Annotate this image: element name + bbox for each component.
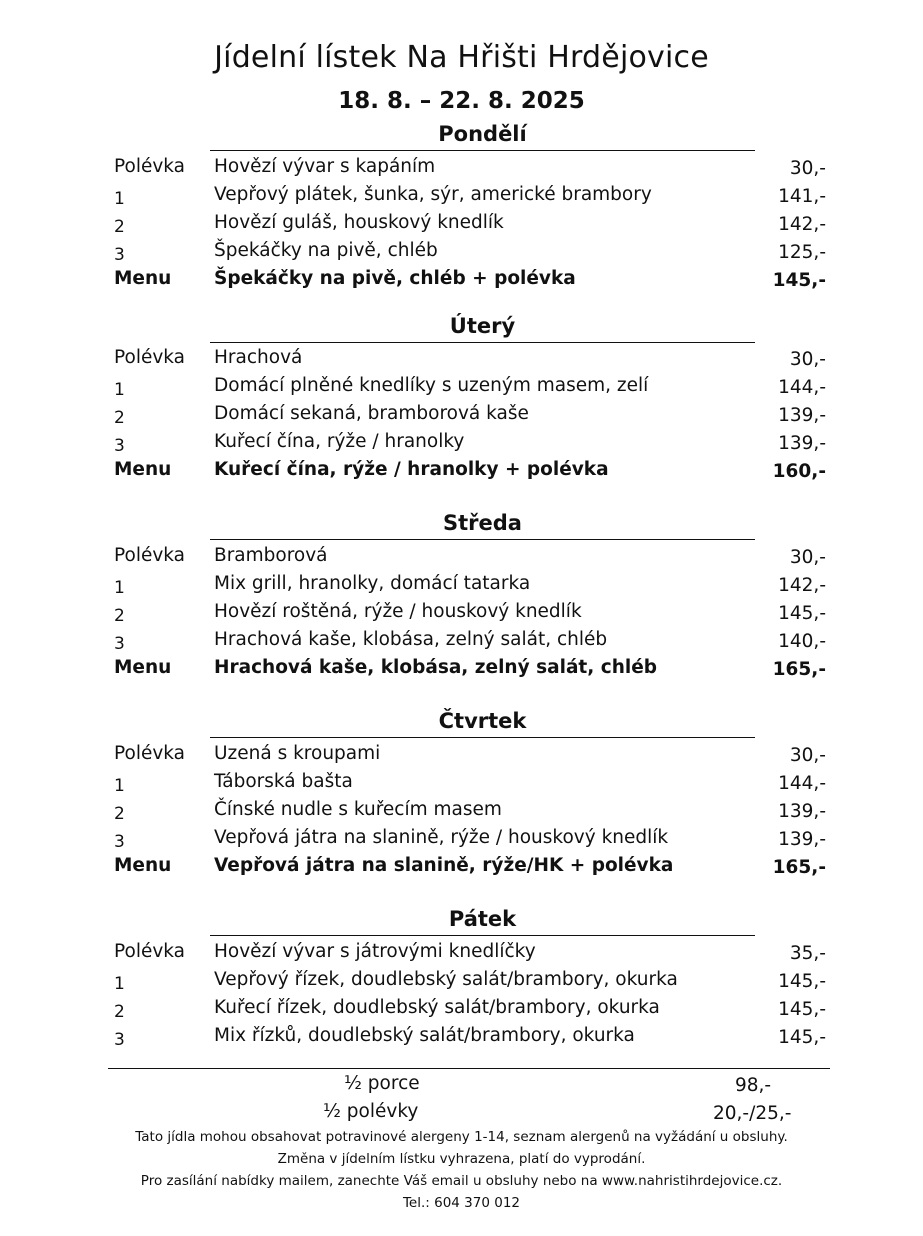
dish-price: 125,- bbox=[778, 242, 826, 263]
menu-row bbox=[0, 997, 923, 1025]
dish-price: 141,- bbox=[778, 186, 826, 207]
menu-row bbox=[0, 240, 923, 268]
dish-name: Domácí plněné knedlíky s uzeným masem, zelí bbox=[214, 375, 649, 396]
row-label: Polévka bbox=[114, 941, 186, 962]
menu-row bbox=[0, 545, 923, 573]
footer-notes bbox=[0, 1126, 923, 1214]
menu-combo-row bbox=[0, 459, 923, 487]
day-divider bbox=[210, 150, 755, 151]
menu-combo-row bbox=[0, 855, 923, 883]
day-name: Středa bbox=[443, 511, 522, 535]
day-name: Čtvrtek bbox=[438, 709, 527, 733]
dish-price: 142,- bbox=[778, 575, 826, 596]
dish-name: Domácí sekaná, bramborová kaše bbox=[214, 403, 529, 424]
row-label: 1 bbox=[114, 776, 125, 796]
menu-row bbox=[0, 156, 923, 184]
dish-name: Hovězí roštěná, rýže / houskový knedlík bbox=[214, 601, 582, 622]
dish-price: 140,- bbox=[778, 631, 826, 652]
dish-name: Mix řízků, doudlebský salát/brambory, okurka bbox=[214, 1025, 635, 1046]
dish-price: 139,- bbox=[778, 801, 826, 822]
menu-row bbox=[0, 827, 923, 855]
row-label: 2 bbox=[114, 804, 125, 824]
dish-price: 30,- bbox=[789, 349, 826, 370]
dish-name: Hovězí vývar s játrovými knedlíčky bbox=[214, 941, 536, 962]
dish-price: 145,- bbox=[778, 971, 826, 992]
dish-price: 144,- bbox=[778, 377, 826, 398]
dish-price: 165,- bbox=[772, 659, 826, 680]
page-dates: 18. 8. – 22. 8. 2025 bbox=[338, 88, 585, 114]
day-divider bbox=[210, 935, 755, 936]
row-label: 2 bbox=[114, 217, 125, 237]
menu-row bbox=[0, 403, 923, 431]
page-title: Jídelní lístek Na Hřišti Hrdějovice bbox=[214, 40, 709, 75]
dish-name: Vepřová játra na slanině, rýže/HK + polévka bbox=[214, 855, 674, 876]
menu-row bbox=[0, 969, 923, 997]
row-label: Polévka bbox=[114, 545, 186, 566]
dish-name: Hovězí guláš, houskový knedlík bbox=[214, 212, 504, 233]
menu-row bbox=[0, 573, 923, 601]
menu-row bbox=[0, 212, 923, 240]
change-note: Změna v jídelním lístku vyhrazena, platí do vyprodání. bbox=[277, 1151, 646, 1167]
menu-row bbox=[0, 431, 923, 459]
menu-row bbox=[0, 629, 923, 657]
dish-price: 35,- bbox=[789, 943, 826, 964]
row-label: 1 bbox=[114, 380, 125, 400]
dish-price: 145,- bbox=[772, 270, 826, 291]
row-label: Polévka bbox=[114, 156, 186, 177]
dish-price: 30,- bbox=[789, 547, 826, 568]
row-label: Polévka bbox=[114, 347, 186, 368]
dish-name: Hovězí vývar s kapáním bbox=[214, 156, 436, 177]
menu-combo-row bbox=[0, 657, 923, 685]
dish-price: 139,- bbox=[778, 829, 826, 850]
dish-price: 165,- bbox=[772, 857, 826, 878]
footer-divider bbox=[108, 1068, 830, 1069]
dish-name: Vepřový řízek, doudlebský salát/brambory, okurka bbox=[214, 969, 678, 990]
row-label: 3 bbox=[114, 1030, 125, 1050]
dish-name: Hrachová kaše, klobása, zelný salát, chléb bbox=[214, 657, 658, 678]
dish-name: Táborská bašta bbox=[214, 771, 353, 792]
dish-name: Špekáčky na pivě, chléb bbox=[214, 240, 438, 261]
dish-name: Kuřecí řízek, doudlebský salát/brambory, okurka bbox=[214, 997, 660, 1018]
dish-name: Hrachová bbox=[214, 347, 303, 368]
row-label: 3 bbox=[114, 436, 125, 456]
email-note: Pro zasílání nabídky mailem, zanechte Váš email u obsluhy nebo na www.nahristihrdejovice.cz. bbox=[140, 1173, 783, 1189]
row-label: 2 bbox=[114, 408, 125, 428]
dish-price: 145,- bbox=[778, 999, 826, 1020]
dish-name: Čínské nudle s kuřecím masem bbox=[214, 799, 502, 820]
menu-row bbox=[0, 799, 923, 827]
day-divider bbox=[210, 342, 755, 343]
dish-price: 30,- bbox=[789, 158, 826, 179]
half-soup-label: ½ polévky bbox=[323, 1101, 419, 1122]
dish-price: 160,- bbox=[772, 461, 826, 482]
dish-price: 144,- bbox=[778, 773, 826, 794]
menu-row bbox=[0, 347, 923, 375]
dish-price: 142,- bbox=[778, 214, 826, 235]
row-label: 1 bbox=[114, 189, 125, 209]
dish-price: 145,- bbox=[778, 603, 826, 624]
half-portion-label: ½ porce bbox=[344, 1073, 420, 1094]
half-portion-price: 98,- bbox=[735, 1075, 772, 1096]
row-label: 1 bbox=[114, 974, 125, 994]
menu-row bbox=[0, 743, 923, 771]
dish-price: 145,- bbox=[778, 1027, 826, 1048]
row-label: Menu bbox=[114, 855, 172, 876]
row-label: Menu bbox=[114, 657, 172, 678]
day-name: Úterý bbox=[449, 314, 516, 338]
dish-name: Mix grill, hranolky, domácí tatarka bbox=[214, 573, 531, 594]
row-label: 3 bbox=[114, 245, 125, 265]
day-name: Pátek bbox=[448, 907, 517, 931]
dish-price: 139,- bbox=[778, 433, 826, 454]
half-soup-price: 20,-/25,- bbox=[713, 1103, 792, 1124]
row-label: 1 bbox=[114, 578, 125, 598]
menu-row bbox=[0, 184, 923, 212]
row-label: Menu bbox=[114, 459, 172, 480]
row-label: 3 bbox=[114, 832, 125, 852]
menu-row bbox=[0, 1025, 923, 1053]
row-label: 2 bbox=[114, 1002, 125, 1022]
menu-row bbox=[0, 941, 923, 969]
dish-name: Špekáčky na pivě, chléb + polévka bbox=[214, 268, 576, 289]
dish-name: Hrachová kaše, klobása, zelný salát, chléb bbox=[214, 629, 608, 650]
day-divider bbox=[210, 737, 755, 738]
menu-combo-row bbox=[0, 268, 923, 296]
row-label: 3 bbox=[114, 634, 125, 654]
dish-price: 30,- bbox=[789, 745, 826, 766]
dish-name: Vepřový plátek, šunka, sýr, americké brambory bbox=[214, 184, 652, 205]
menu-row bbox=[0, 771, 923, 799]
dish-price: 139,- bbox=[778, 405, 826, 426]
allergen-note: Tato jídla mohou obsahovat potravinové alergeny 1-14, seznam alergenů na vyžádání u obsluhy. bbox=[135, 1129, 788, 1145]
dish-name: Uzená s kroupami bbox=[214, 743, 381, 764]
day-divider bbox=[210, 539, 755, 540]
menu-row bbox=[0, 375, 923, 403]
phone-note: Tel.: 604 370 012 bbox=[402, 1195, 521, 1211]
row-label: Polévka bbox=[114, 743, 186, 764]
menu-row bbox=[0, 601, 923, 629]
day-name: Pondělí bbox=[438, 122, 527, 146]
dish-name: Bramborová bbox=[214, 545, 328, 566]
dish-name: Kuřecí čína, rýže / hranolky bbox=[214, 431, 465, 452]
row-label: 2 bbox=[114, 606, 125, 626]
row-label: Menu bbox=[114, 268, 172, 289]
dish-name: Kuřecí čína, rýže / hranolky + polévka bbox=[214, 459, 609, 480]
dish-name: Vepřová játra na slanině, rýže / houskový knedlík bbox=[214, 827, 669, 848]
